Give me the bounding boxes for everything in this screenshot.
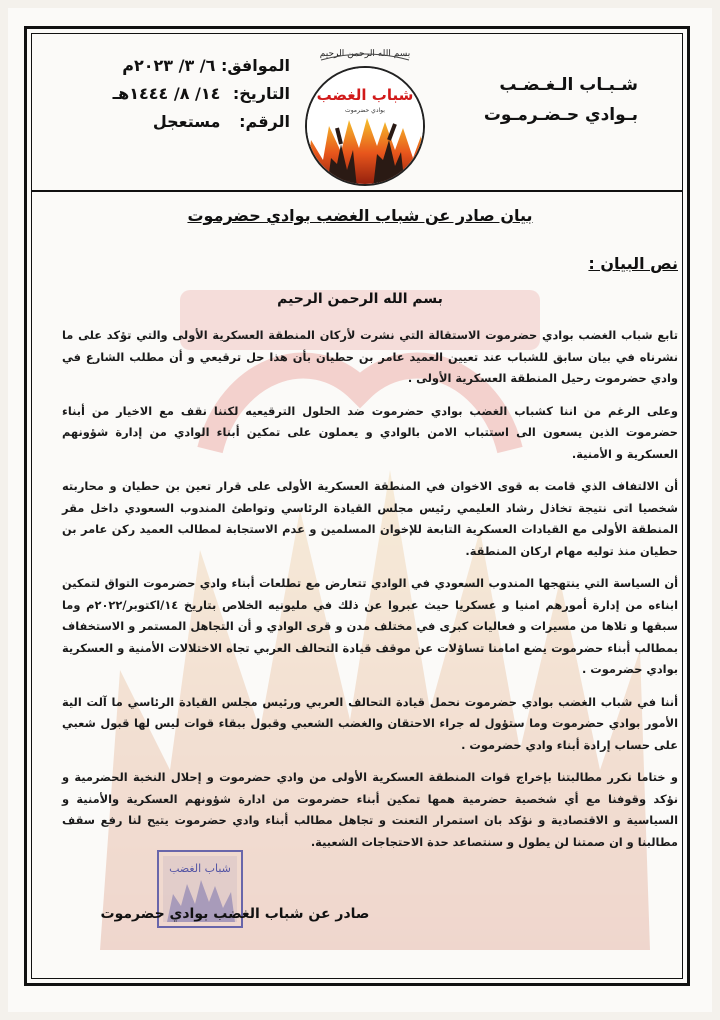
reference-label: الرقم:: [239, 112, 290, 131]
signature-line: صادر عن شباب الغضب بوادي حضرموت: [100, 906, 370, 922]
stamp-text: شباب الغضب: [169, 862, 231, 875]
org-line-1: شـبـاب الـغـضـب: [499, 75, 638, 95]
paragraph-3: أن الالتفاف الذي قامت به قوى الاخوان في المنطقة العسكرية الأولى على قرار تعين بن حطيان و محاربته شخصيا اتى نتيجة تخاذل رشاد العليمي رئيس مجلس القيادة الرئاسي وتواطئ المندوب السعودي داخل مقر المنطقة الأولى مع القيادات العسكرية التابعة للإخوان المسلمين و عدم الاستجابة لمطالب العميد ركن عامر بن حطيان منذ توليه مهام اركان المنطقة.: [62, 479, 678, 558]
paragraph-4: أن السياسة التي ينتهجها المندوب السعودي في الوادي تتعارض مع تطلعات أبناء وادي حضرموت التواق لتمكين ابناءه من إدارة أمورهم امنيا و عسكريا حيث عبروا عن ذلك في مليونيه الخلاص بتاريخ ١٤/اكتوبر/٢٠٢٢م وما سبقها و تلاها من مسيرات و فعاليات كبرى في مختلف مدن و قرى الوادي و أن التجاهل المستمر و الاستخفاف بمطالب أبناء حضرموت يضع امامنا تساؤلات عن موقف قيادة التحالف العربي تجاه الاختلالات الأمنية و العسكرية بوادي حضرموت .: [62, 576, 678, 676]
logo-subtext: بوادي حضرموت: [345, 107, 385, 114]
statement-body: [62, 325, 678, 864]
hijri-date-label: التاريخ:: [232, 84, 290, 103]
paragraph-2: وعلى الرغم من اننا كشباب الغضب بوادي حضرموت ضد الحلول الترقيعيه لكننا نقف مع الاخيار من أبناء حضرموت الذين يسعون الى استتباب الامن بالوادي و يعملون على تمكين أبناء الوادي من إدارة شؤونهم العسكرية و الأمنية.: [62, 403, 678, 461]
basmala: بسم الله الرحمن الرحيم: [277, 291, 443, 307]
reference-value: مستعجل: [152, 112, 221, 131]
organization-name: [448, 70, 638, 130]
gregorian-date-value: ٦/ ٣/ ٢٠٢٣م: [122, 56, 216, 75]
statement-subheading: نص البيان :: [588, 254, 678, 273]
hijri-date-value: ١٤/ ٨/ ١٤٤٤هـ: [112, 84, 221, 103]
hijri-date-row: [70, 80, 290, 108]
organization-logo: [297, 40, 433, 188]
logo-text: شباب الغضب: [316, 86, 414, 104]
header-divider: [31, 190, 683, 192]
gregorian-date-row: [70, 52, 290, 80]
paragraph-5: أننا في شباب الغضب بوادي حضرموت نحمل قيادة التحالف العربي ورئيس مجلس القيادة الرئاسي ما آلت الية الأمور بوادي حضرموت وما ستؤول له جراء الاحتقان والغضب الشعبي وقبول ببقاء قوات ليس لها قبول شعبي على حساب إرادة أبناء وادي حضرموت .: [62, 694, 678, 752]
org-line-2: بـوادي حـضـرمـوت: [483, 105, 638, 125]
reference-row: [70, 108, 290, 136]
logo-bismillah: بسم الله الرحمن الرحيم: [319, 49, 411, 59]
paragraph-6: و ختاما نكرر مطالبتنا بإخراج قوات المنطقة العسكرية الأولى من وادي حضرموت و إحلال النخبة الحضرمية و نؤكد وقوفنا مع أي شخصية حضرمية همها تمكين أبناء حضرموت من ادارة شؤونهم العسكرية والأمنية و السياسية و الاقتصادية و نؤكد بان استمرار التعنت و تجاهل مطالب أبناء وادي حضرموت يتيح لنا رفع سقف مطالبنا و ان صمتنا لن يطول و سنتصاعد حدة الاحتجاجات الشعبية.: [62, 770, 678, 849]
gregorian-date-label: الموافق:: [220, 56, 290, 75]
document-meta: [70, 52, 290, 136]
paragraph-1: تابع شباب الغضب بوادي حضرموت الاستقالة التي نشرت لأركان المنطقة العسكرية الأولى والتي تؤكد على ما نشرناه في بيان سابق للشباب عند تعيين العميد عامر بن حطيان بأن هذا حل ترقيعي و أن مطلب الشارع في وادي حضرموت رحيل المنطقة العسكرية الأولى .: [62, 328, 678, 385]
statement-title: بيان صادر عن شباب الغضب بوادي حضرموت: [187, 206, 533, 225]
